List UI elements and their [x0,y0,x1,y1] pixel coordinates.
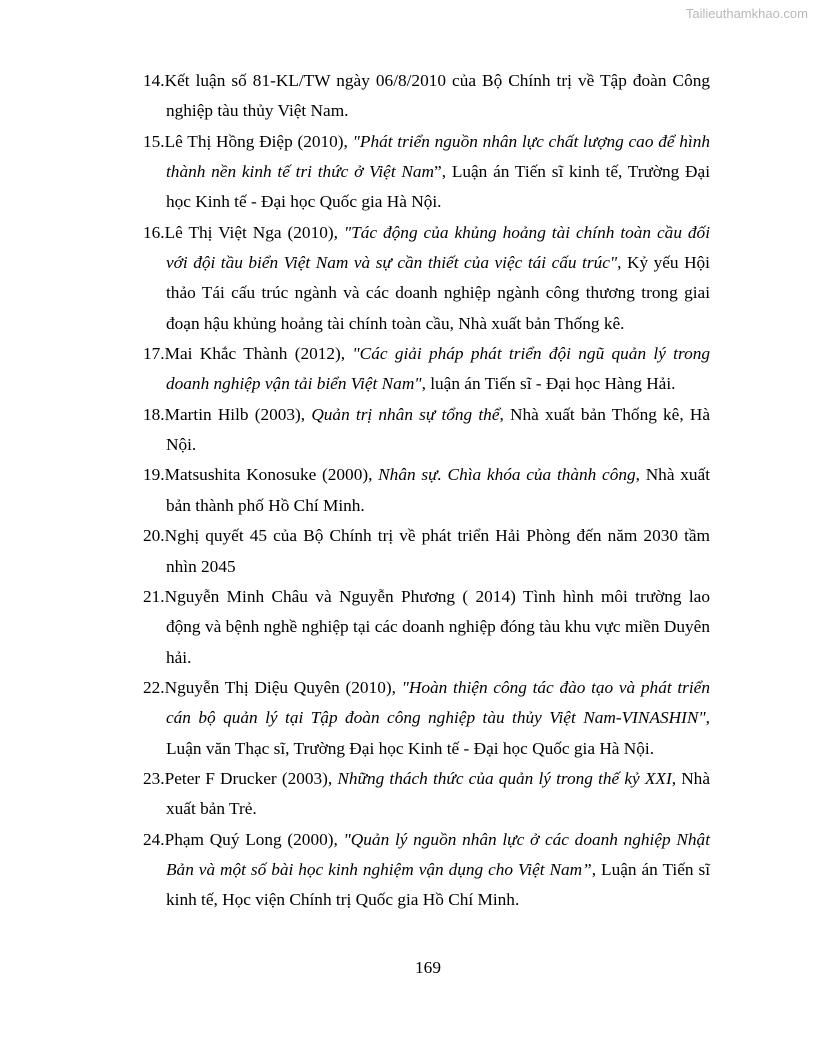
reference-text: ”, Luận án Tiến sĩ kinh tế, Trường Đại học Kinh tế - Đại học Quốc gia Hà Nội. [166,162,710,212]
reference-text: Lê Thị Việt Nga (2010), [164,222,344,242]
reference-number: 16. [143,222,165,242]
reference-title: "Hoàn thiện công tác đào tạo và phát triển cán bộ quản lý tại Tập đoàn công nghiệp tàu thủy Việt Nam-VINASHIN" [166,677,710,728]
reference-item [143,521,710,582]
reference-number: 24. [143,829,165,849]
reference-number: 18. [143,404,165,424]
reference-item [143,400,710,461]
reference-item [143,825,710,916]
reference-item [143,673,710,764]
reference-text: Nguyễn Minh Châu và Nguyễn Phương ( 2014) Tình hình môi trường lao động và bệnh nghề nghiệp tại các doanh nghiệp đóng tàu khu vực miền Duyên hải. [164,586,710,667]
reference-text: , luận án Tiến sĩ - Đại học Hàng Hải. [421,374,676,394]
reference-title: "Các giải pháp phát triển đội ngũ quản lý trong doanh nghiệp vận tải biển Việt Nam" [166,344,710,394]
reference-title: Quản trị nhân sự tổng thể [311,404,500,424]
reference-item [143,582,710,673]
reference-text: Nguyễn Thị Diệu Quyên (2010), [164,677,402,697]
page-number: 169 [415,958,441,977]
reference-text: Phạm Quý Long (2000), [164,829,344,849]
reference-text: Mai Khắc Thành (2012), [164,344,353,364]
reference-number: 19. [143,465,165,485]
reference-text: , Nhà xuất bản Thống kê, Hà Nội. [166,404,710,455]
reference-text: , Luận án Tiến sĩ kinh tế, Học viện Chính trị Quốc gia Hồ Chí Minh. [166,859,710,910]
reference-item [143,66,710,127]
reference-number: 20. [143,526,165,546]
reference-item [143,339,710,400]
reference-text: Martin Hilb (2003), [164,404,312,424]
reference-item [143,764,710,825]
reference-number: 22. [143,677,165,697]
reference-title: "Quản lý nguồn nhân lực ở các doanh nghiệp Nhật Bản và một số bài học kinh nghiệm vận dụng cho Việt Nam” [166,829,710,879]
reference-text: , Luận văn Thạc sĩ, Trường Đại học Kinh tế - Đại học Quốc gia Hà Nội. [166,708,710,758]
watermark: Tailieuthamkhao.com [685,6,808,21]
reference-text: , Nhà xuất bản thành phố Hồ Chí Minh. [166,465,710,515]
reference-number: 17. [143,344,165,364]
reference-title: "Tác động của khủng hoảng tài chính toàn cầu đối với đội tầu biển Việt Nam và sự cần thiết của việc tái cấu trúc" [166,222,711,273]
reference-text: Peter F Drucker (2003), [164,768,338,788]
reference-text: , Nhà xuất bản Trẻ. [166,768,710,819]
reference-item [143,460,710,521]
reference-title: Những thách thức của quản lý trong thế kỷ XXI [337,768,672,788]
reference-title: "Phát triển nguồn nhân lực chất lượng cao để hình thành nền kinh tế tri thức ở Việt Nam [166,131,710,182]
reference-number: 15. [143,131,165,151]
reference-text: Nghị quyết 45 của Bộ Chính trị về phát triển Hải Phòng đến năm 2030 tầm nhìn 2045 [164,526,710,576]
reference-item [143,127,710,218]
reference-text: Kết luận số 81-KL/TW ngày 06/8/2010 của Bộ Chính trị về Tập đoàn Công nghiệp tàu thủy Việt Nam. [164,71,710,121]
reference-text: Lê Thị Hồng Điệp (2010), [164,131,353,151]
reference-title: Nhân sự. Chìa khóa của thành công [378,465,636,485]
reference-text: , Kỷ yếu Hội thảo Tái cấu trúc ngành và các doanh nghiệp ngành công thương trong giai đoạn hậu khủng hoảng tài chính toàn cầu, Nhà xuất bản Thống kê. [166,253,710,333]
reference-list [143,66,710,916]
reference-item [143,218,710,339]
reference-number: 23. [143,768,165,788]
reference-number: 14. [143,71,165,90]
reference-number: 21. [143,586,165,606]
reference-text: Matsushita Konosuke (2000), [164,465,379,485]
